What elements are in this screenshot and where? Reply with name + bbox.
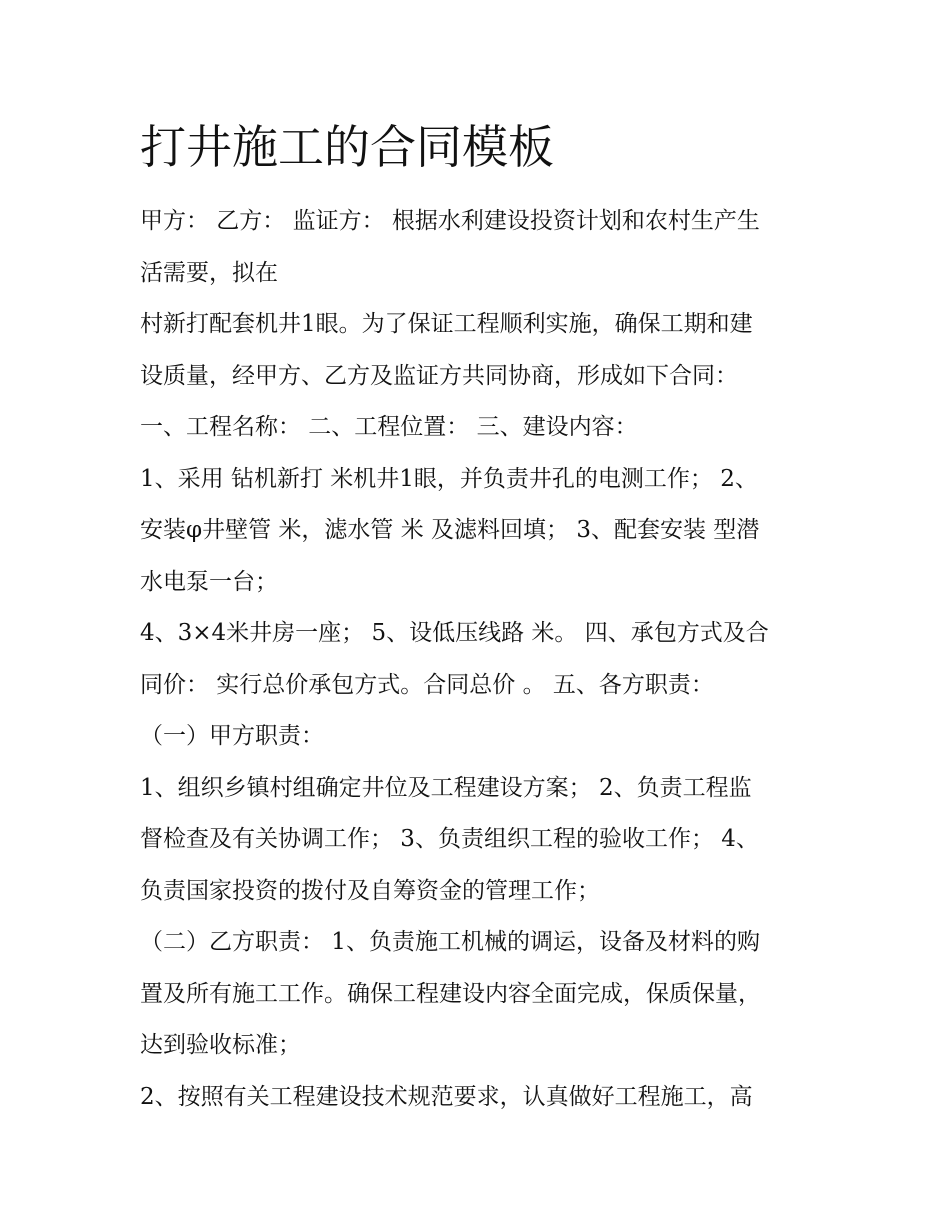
body-line: 负责国家投资的拨付及自筹资金的管理工作； <box>140 877 600 904</box>
body-line: 村新打配套机井1眼。为了保证工程顺利实施，确保工期和建 <box>140 311 753 337</box>
body-line: （二）乙方职责： 1、负责施工机械的调运，设备及材料的购 <box>140 929 760 955</box>
body-line: 一、工程名称： 二、工程位置： 三、建设内容： <box>140 414 638 440</box>
body-line: （一）甲方职责： <box>140 723 324 749</box>
body-line: 安装φ井壁管 米，滤水管 米 及滤料回填； 3、配套安装 型潜 <box>140 517 760 543</box>
body-line: 甲方： 乙方： 监证方： 根据水利建设投资计划和农村生产生 <box>140 208 760 234</box>
body-line: 4、3×4米井房一座； 5、设低压线路 米。 四、承包方式及合 <box>140 620 769 646</box>
body-line: 达到验收标准； <box>140 1032 301 1058</box>
body-line: 1、采用 钻机新打 米机井1眼，并负责井孔的电测工作； 2、 <box>140 465 758 492</box>
body-line: 置及所有施工工作。确保工程建设内容全面完成，保质保量， <box>140 980 761 1007</box>
body-line: 2、按照有关工程建设技术规范要求，认真做好工程施工，高 <box>140 1083 753 1110</box>
document-body <box>140 196 820 1123</box>
document-title: 打井施工的合同模板 <box>140 120 554 174</box>
body-line: 活需要，拟在 <box>140 259 278 286</box>
body-line: 同价： 实行总价承包方式。合同总价 。 五、各方职责： <box>140 671 714 698</box>
body-line: 督检查及有关协调工作； 3、负责组织工程的验收工作； 4、 <box>140 826 759 852</box>
body-line: 设质量，经甲方、乙方及监证方共同协商，形成如下合同： <box>140 362 738 389</box>
body-line: 1、组织乡镇村组确定井位及工程建设方案； 2、负责工程监 <box>140 774 752 801</box>
body-line: 水电泵一台； <box>140 568 278 595</box>
